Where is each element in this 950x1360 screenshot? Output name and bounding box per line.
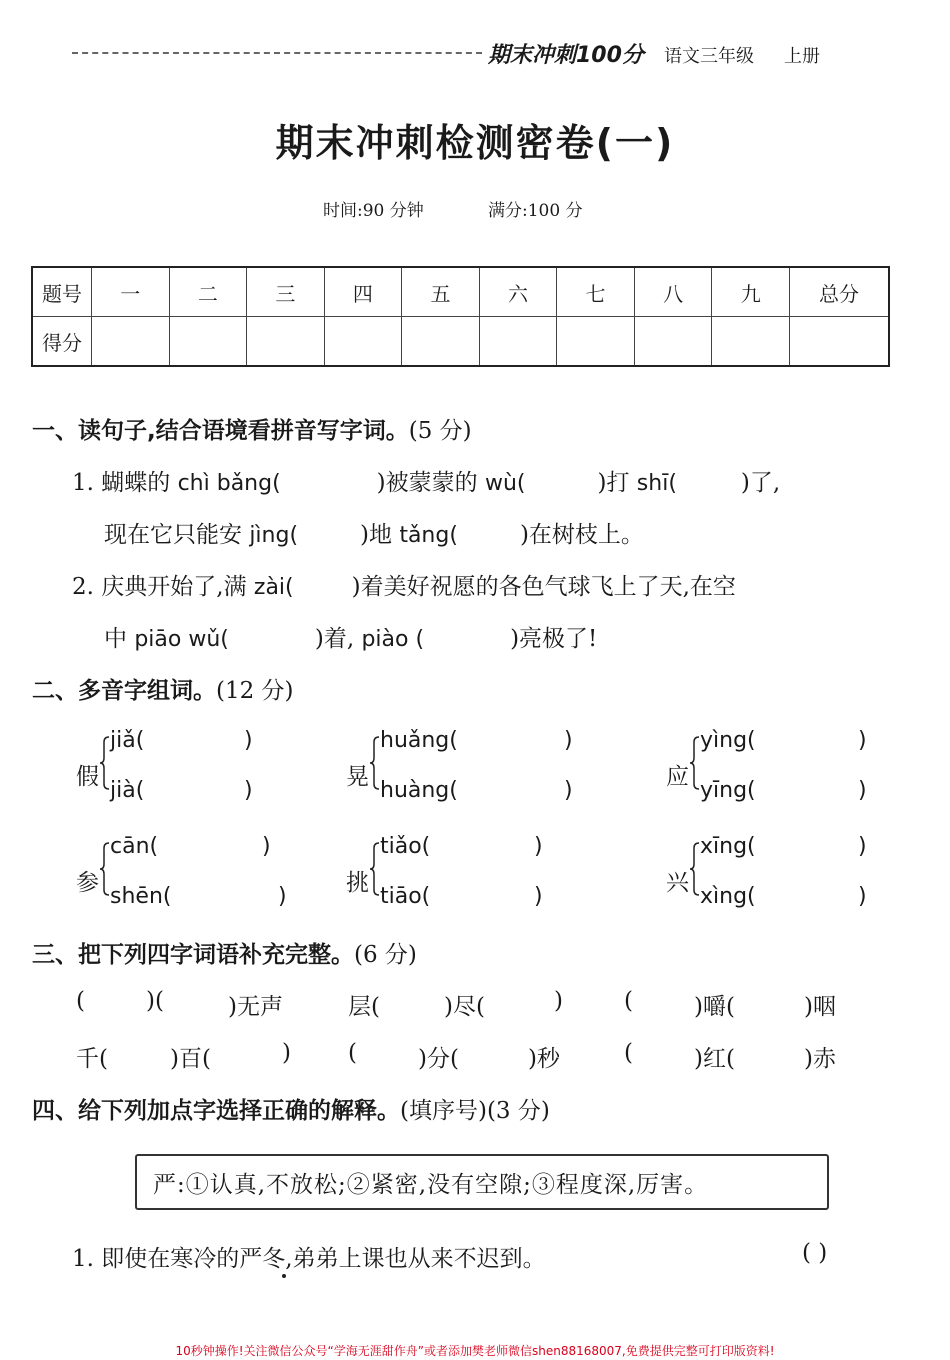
full-score: 满分:100 分 [488, 201, 583, 221]
section1-title-text: 一、读句子,结合语境看拼音写字词。 [32, 418, 409, 444]
section4-points: (填序号)(3 分) [400, 1098, 550, 1124]
close-paren: ) [534, 834, 543, 859]
close-paren: ) [244, 728, 253, 753]
reading-blank[interactable]: jià( [110, 778, 145, 803]
section2-title [32, 672, 294, 705]
idiom-text: )无声 [228, 994, 283, 1020]
reading-blank[interactable]: xīng( [700, 834, 756, 859]
q-text: 中 [104, 626, 127, 652]
close-paren: ) [858, 728, 867, 753]
exam-time: 时间:90 分钟 [323, 201, 424, 221]
section1-points: (5 分) [408, 418, 472, 444]
close-paren: ) [534, 884, 543, 909]
close-paren: ) [858, 778, 867, 803]
section3-title [32, 936, 417, 969]
q-text: 蝴蝶的 [101, 470, 171, 496]
polyphone-char: 晃 [346, 764, 369, 790]
brace-icon [100, 736, 110, 790]
reading-blank[interactable]: shēn( [110, 884, 172, 909]
brace-icon [100, 842, 110, 896]
polyphone-char: 假 [76, 764, 99, 790]
polyphone-char: 兴 [666, 870, 689, 896]
polyphone-group [346, 728, 586, 808]
idiom-text: )赤 [804, 1046, 836, 1072]
section2-points: (12 分) [216, 678, 294, 704]
idiom-blank[interactable]: 层( [348, 994, 380, 1020]
idiom-text: )咽 [804, 994, 836, 1020]
polyphone-char: 挑 [346, 870, 369, 896]
polyphone-char: 应 [666, 764, 689, 790]
reading-blank[interactable]: jiǎ( [110, 728, 145, 753]
q-text: 现在它只能安 [104, 522, 242, 548]
score-cell-total[interactable] [790, 317, 890, 367]
q-text: )着美好祝愿的各色气球飞上了天,在空 [351, 574, 736, 600]
polyphone-group [76, 834, 296, 914]
section1-title [32, 412, 472, 445]
polyphone-char: 参 [76, 870, 99, 896]
q-text: )亮极了! [510, 626, 598, 652]
idiom-blank[interactable]: )( [146, 988, 164, 1014]
score-cell[interactable] [402, 317, 480, 367]
score-cell[interactable] [557, 317, 635, 367]
s4-q1-answer[interactable]: ( ) [802, 1240, 828, 1266]
q-text: 庆典开始了,满 [101, 574, 247, 600]
close-paren: ) [262, 834, 271, 859]
close-paren: ) [564, 728, 573, 753]
close-paren: ) [244, 778, 253, 803]
q-text: )着, [314, 626, 355, 652]
reading-blank[interactable]: xìng( [700, 884, 756, 909]
reading-blank[interactable]: huàng( [380, 778, 458, 803]
pinyin-blank[interactable]: jìng( [249, 523, 299, 548]
idiom-blank[interactable]: ( [348, 1040, 357, 1066]
score-table-score-row [32, 317, 889, 367]
idiom-blank[interactable]: ( [624, 1040, 633, 1066]
pinyin-blank[interactable]: piāo wǔ( [134, 627, 229, 652]
idiom-blank[interactable]: )嚼( [694, 994, 735, 1020]
header-volume: 上册 [784, 46, 820, 67]
idiom-text: ) [554, 988, 563, 1014]
reading-blank[interactable]: yìng( [700, 728, 756, 753]
close-paren: ) [278, 884, 287, 909]
score-table-header-row [32, 267, 889, 317]
s1-q2-line2 [104, 620, 597, 653]
col-header: 五 [402, 267, 480, 317]
q-text: )在树枝上。 [519, 522, 644, 548]
pinyin-blank[interactable]: tǎng( [399, 523, 458, 548]
header-brand: 期末冲刺100分 [488, 43, 644, 68]
col-header: 七 [557, 267, 635, 317]
header-subject: 语文三年级 [664, 46, 754, 67]
q-number: 2. [72, 574, 94, 600]
brace-icon [370, 736, 380, 790]
idiom-blank[interactable]: ( [76, 988, 85, 1014]
idiom-blank[interactable]: )百( [170, 1046, 211, 1072]
close-paren: ) [564, 778, 573, 803]
pinyin-blank[interactable]: wù( [484, 471, 526, 496]
idiom-blank[interactable]: 千( [76, 1046, 108, 1072]
col-header: 四 [324, 267, 402, 317]
col-header: 六 [479, 267, 557, 317]
reading-blank[interactable]: tiāo( [380, 884, 431, 909]
idiom-blank[interactable]: )尽( [444, 994, 485, 1020]
row-label-question: 题号 [32, 267, 92, 317]
pinyin-blank[interactable]: piào ( [361, 627, 425, 652]
q-text: )被蒙蒙的 [376, 470, 478, 496]
score-cell[interactable] [92, 317, 170, 367]
score-cell[interactable] [712, 317, 790, 367]
q-number: 1. [72, 470, 94, 496]
idiom-blank[interactable]: )红( [694, 1046, 735, 1072]
brace-icon [690, 842, 700, 896]
pinyin-blank[interactable]: chì bǎng( [177, 471, 281, 496]
reading-blank[interactable]: tiǎo( [380, 834, 431, 859]
idiom-text: ) [282, 1040, 291, 1066]
s4-q1: 1. 即使在寒冷的严冬,弟弟上课也从来不迟到。 [72, 1246, 546, 1272]
page-title: 期末冲刺检测密卷(一) [275, 121, 675, 165]
score-cell[interactable] [247, 317, 325, 367]
brace-icon [690, 736, 700, 790]
definition-box [135, 1154, 829, 1210]
q-text: )打 [597, 470, 630, 496]
close-paren: ) [858, 884, 867, 909]
section4-title [32, 1092, 550, 1125]
polyphone-group [666, 728, 886, 808]
emphasis-dot [282, 1274, 286, 1278]
section3-title-text: 三、把下列四字词语补充完整。 [32, 942, 354, 968]
score-cell[interactable] [324, 317, 402, 367]
q-text: )了, [740, 470, 781, 496]
q-text: )地 [360, 522, 393, 548]
pinyin-blank[interactable]: zài( [253, 575, 294, 600]
reading-blank[interactable]: cān( [110, 834, 159, 859]
s1-q2-line1 [72, 568, 736, 601]
polyphone-group [666, 834, 886, 914]
score-cell[interactable] [169, 317, 247, 367]
col-header: 八 [634, 267, 712, 317]
score-cell[interactable] [479, 317, 557, 367]
header-divider [72, 52, 482, 54]
section4-title-text: 四、给下列加点字选择正确的解释。 [32, 1098, 400, 1124]
col-header: 三 [247, 267, 325, 317]
section3-points: (6 分) [354, 942, 417, 968]
col-header: 二 [169, 267, 247, 317]
score-table [31, 266, 890, 367]
row-label-score: 得分 [32, 317, 92, 367]
section2-title-text: 二、多音字组词。 [32, 678, 216, 704]
col-header: 九 [712, 267, 790, 317]
close-paren: ) [858, 834, 867, 859]
s1-q1-line1 [72, 464, 780, 497]
idiom-text: )秒 [528, 1046, 560, 1072]
pinyin-blank[interactable]: shī( [636, 471, 677, 496]
polyphone-group [346, 834, 566, 914]
brace-icon [370, 842, 380, 896]
reading-blank[interactable]: yīng( [700, 778, 756, 803]
idiom-blank[interactable]: )分( [418, 1046, 459, 1072]
reading-blank[interactable]: huǎng( [380, 728, 458, 753]
definition-text: 严:①认真,不放松;②紧密,没有空隙;③程度深,厉害。 [153, 1172, 709, 1198]
col-header: 一 [92, 267, 170, 317]
score-cell[interactable] [634, 317, 712, 367]
col-header-total: 总分 [790, 267, 890, 317]
polyphone-group [76, 728, 276, 808]
s1-q1-line2 [104, 516, 644, 549]
footer-notice: 10秒钟操作!关注微信公众号“学海无涯甜作舟”或者添加樊老师微信shen88168007,免费提供完整可打印版资料! [175, 1344, 775, 1358]
idiom-blank[interactable]: ( [624, 988, 633, 1014]
